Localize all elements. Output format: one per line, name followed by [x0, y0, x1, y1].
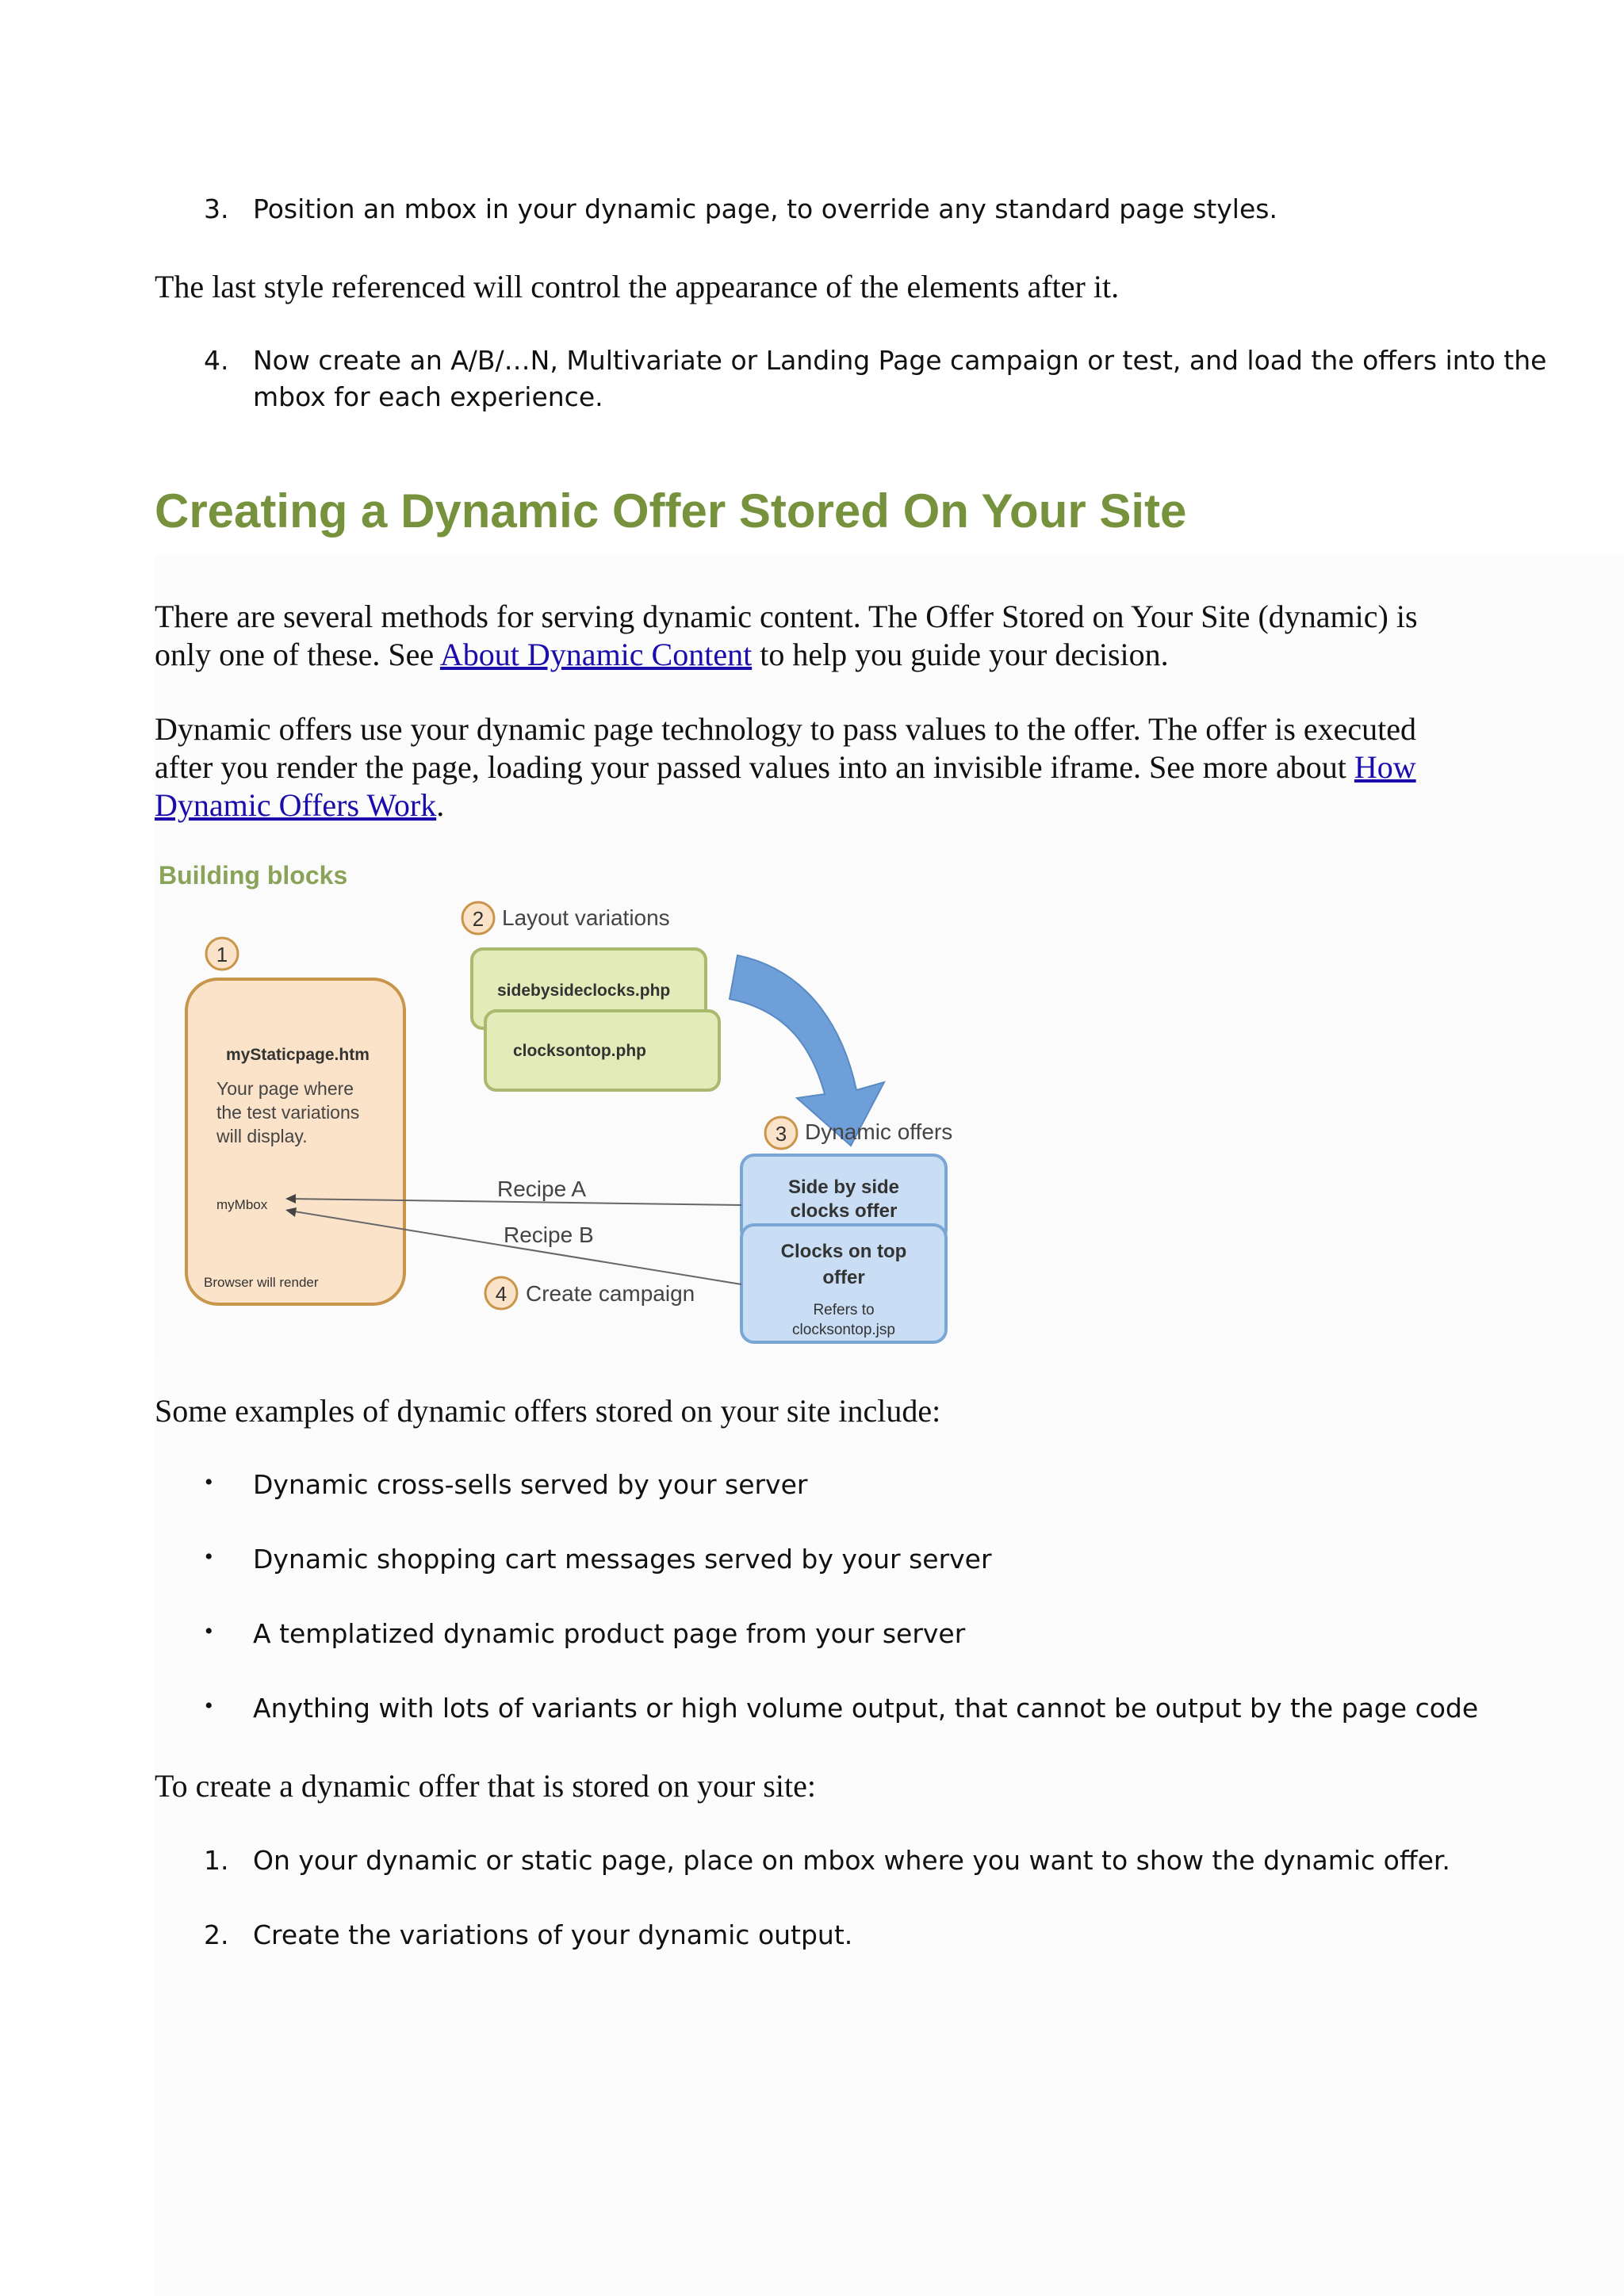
step-number: 1. — [204, 1845, 229, 1876]
step-text: Create the variations of your dynamic output. — [253, 1919, 853, 1950]
paragraph-methods-line2 — [155, 636, 1169, 674]
offer-2-title: offer — [822, 1267, 865, 1288]
offer-1-title: Side by side — [787, 1177, 900, 1198]
text-run: only one of these. See — [155, 637, 440, 672]
step-1-number: 1 — [216, 943, 228, 966]
paragraph-style-note: The last style referenced will control the appearance of the elements after it. — [155, 269, 1120, 304]
dynamic-offers-label: Dynamic offers — [805, 1119, 953, 1144]
static-page-desc: will display. — [216, 1126, 308, 1146]
section-heading: Creating a Dynamic Offer Stored On Your Site — [155, 484, 1187, 538]
text-run: to help you guide your decision. — [752, 637, 1169, 672]
static-page-name: myStaticpage.htm — [226, 1046, 370, 1064]
create-campaign-label: Create campaign — [526, 1281, 695, 1306]
step-number: 2. — [204, 1919, 229, 1950]
file-name-2: clocksontop.php — [513, 1042, 646, 1060]
text-run: . — [436, 787, 445, 823]
offer-1-title: clocks offer — [790, 1200, 898, 1222]
paragraph-examples: Some examples of dynamic offers stored on your site include: — [155, 1393, 941, 1429]
building-blocks-diagram — [155, 852, 987, 1360]
recipe-a-label: Recipe A — [497, 1177, 587, 1201]
list-item-text: Now create an A/B/…N, Multivariate or Landing Page campaign or test, and load the offers into the — [253, 345, 1547, 376]
diagram-title: Building blocks — [159, 861, 348, 890]
file-name-1: sidebysideclocks.php — [497, 982, 671, 1000]
bullet-item: Dynamic cross-sells served by your server — [253, 1469, 808, 1500]
browser-label: Browser will render — [204, 1275, 319, 1290]
bullet-item: Dynamic shopping cart messages served by your server — [253, 1544, 992, 1575]
static-page-desc: Your page where — [216, 1078, 354, 1099]
about-dynamic-content-link[interactable]: About Dynamic Content — [439, 637, 753, 672]
how-dynamic-offers-work-link[interactable]: How — [1354, 749, 1416, 785]
mbox-label: myMbox — [216, 1197, 268, 1212]
paragraph-methods-line1: There are several methods for serving dynamic content. The Offer Stored on Your Site (dynamic) is — [155, 599, 1418, 634]
offer-2-ref: clocksontop.jsp — [792, 1322, 895, 1338]
offer-2-ref: Refers to — [813, 1302, 875, 1318]
paragraph-offers-line2 — [155, 748, 1416, 786]
step-2-number: 2 — [472, 907, 485, 931]
recipe-b-label: Recipe B — [504, 1223, 594, 1247]
bullet-item: Anything with lots of variants or high volume output, that cannot be output by the page code — [253, 1693, 1479, 1724]
how-dynamic-offers-work-link-cont[interactable]: Dynamic Offers Work — [155, 787, 437, 823]
paragraph-offers-line1: Dynamic offers use your dynamic page technology to pass values to the offer. The offer is executed — [155, 711, 1417, 747]
list-item-text: Position an mbox in your dynamic page, to override any standard page styles. — [253, 193, 1277, 224]
layout-variations-label: Layout variations — [502, 905, 670, 930]
step-text: On your dynamic or static page, place on mbox where you want to show the dynamic offer. — [253, 1845, 1450, 1876]
list-item-text-cont: mbox for each experience. — [253, 381, 603, 412]
paragraph-create-intro: To create a dynamic offer that is stored on your site: — [155, 1768, 816, 1804]
step-3-number: 3 — [775, 1122, 787, 1146]
step-4-number: 4 — [495, 1282, 508, 1306]
offer-2-title: Clocks on top — [780, 1241, 907, 1262]
list-number: 4. — [204, 345, 229, 376]
bullet-dot: • — [205, 1469, 213, 1495]
list-number: 3. — [204, 193, 229, 224]
bullet-dot: • — [205, 1544, 213, 1570]
bullet-dot: • — [205, 1693, 213, 1719]
paragraph-offers-line3 — [155, 786, 444, 825]
text-run: after you render the page, loading your passed values into an invisible iframe. See more about — [155, 749, 1354, 785]
static-page-desc: the test variations — [216, 1102, 360, 1123]
bullet-item: A templatized dynamic product page from your server — [253, 1618, 966, 1649]
bullet-dot: • — [205, 1618, 213, 1644]
